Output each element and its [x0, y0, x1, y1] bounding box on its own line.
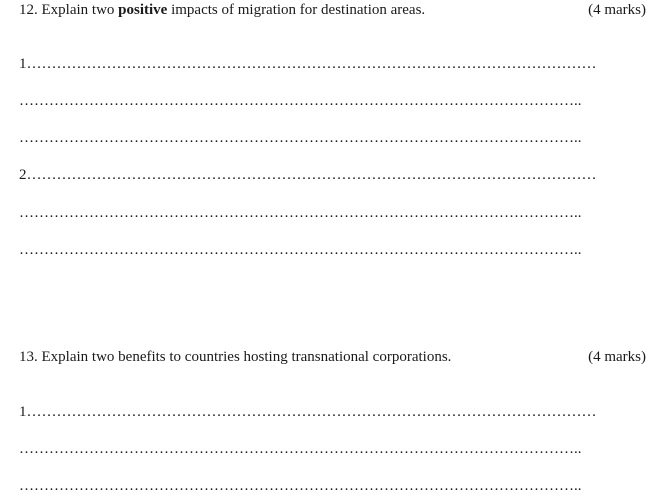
question-12	[19, 0, 646, 20]
question-12-emphasis: positive	[118, 2, 168, 18]
answer-line[interactable]: …………………………………………………………………………………………………..	[19, 205, 582, 221]
question-13	[19, 347, 646, 367]
answer-line[interactable]: …………………………………………………………………………………………………..	[19, 441, 582, 457]
question-12-text-start: 12. Explain two	[19, 2, 119, 18]
question-12-marks: (4 marks)	[588, 2, 646, 18]
answer-line[interactable]: …………………………………………………………………………………………………..	[19, 130, 582, 146]
answer-line[interactable]: 1……………………………………………………………………………………………………	[19, 404, 597, 420]
answer-line[interactable]: …………………………………………………………………………………………………..	[19, 478, 582, 494]
answer-line[interactable]: …………………………………………………………………………………………………..	[19, 93, 582, 109]
question-13-text: 13. Explain two benefits to countries hosting transnational corporations.	[19, 349, 452, 365]
question-12-text-end: impacts of migration for destination areas.	[167, 2, 426, 18]
answer-line[interactable]: 1……………………………………………………………………………………………………	[19, 56, 597, 72]
answer-line[interactable]: …………………………………………………………………………………………………..	[19, 242, 582, 258]
question-12-text	[19, 0, 425, 20]
answer-line[interactable]: 2……………………………………………………………………………………………………	[19, 167, 597, 183]
question-13-marks: (4 marks)	[588, 349, 646, 365]
